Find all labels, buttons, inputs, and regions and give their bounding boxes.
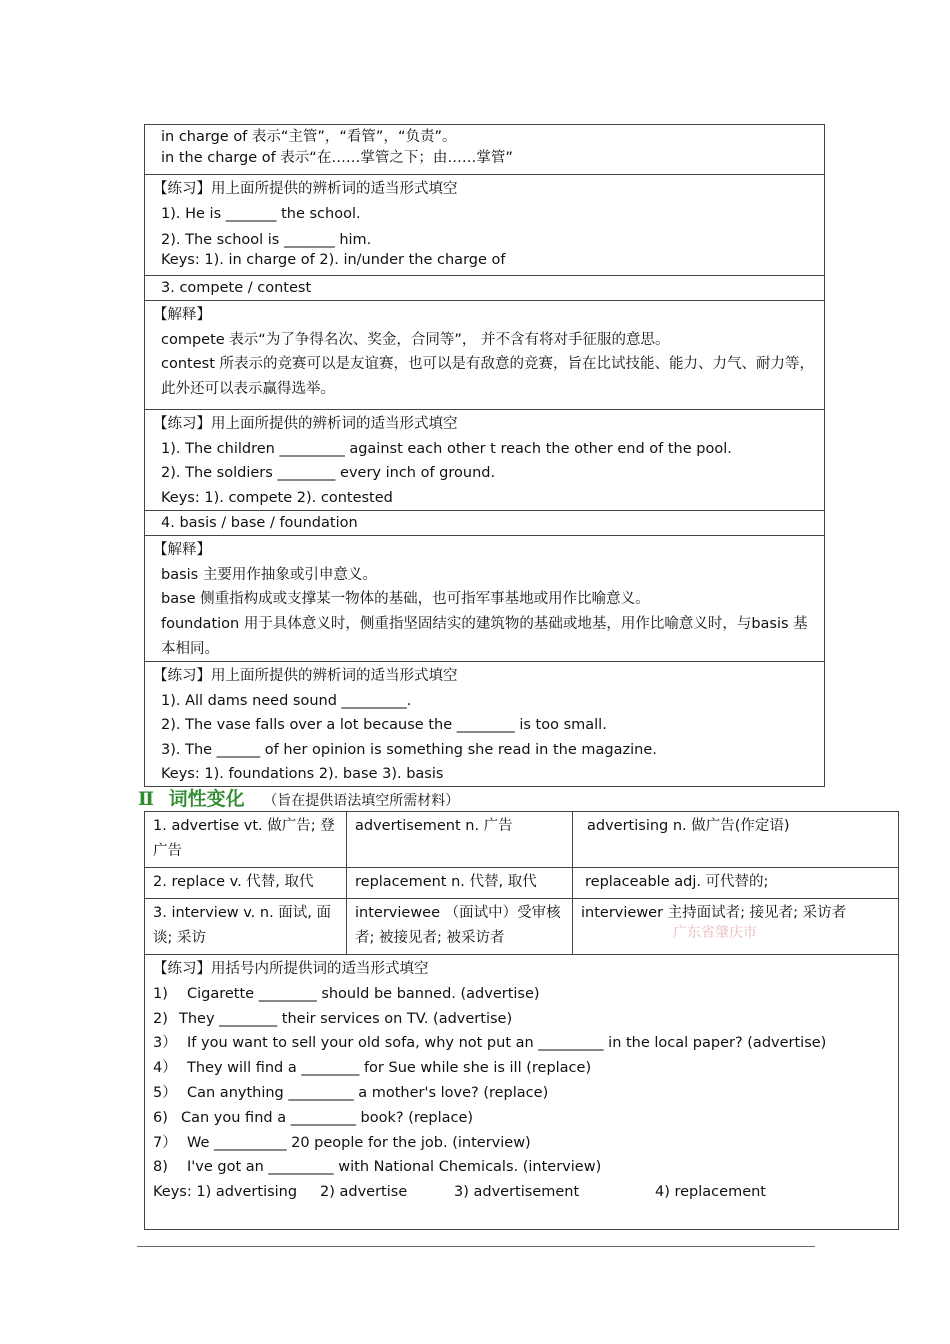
item-text: Can you find a _________ book? (replace): [181, 1109, 474, 1126]
item4-title: 4. basis / base / foundation: [161, 515, 358, 531]
explain4-header: 【解释】: [153, 542, 211, 558]
wordform-row: [145, 868, 899, 899]
practice1-q2: 2). The school is _______ him.: [161, 232, 372, 248]
wordform-cell: replaceable adj. 可代替的;: [573, 868, 899, 899]
practice5-item: [153, 1081, 892, 1106]
key-3: 3) advertisement: [454, 1184, 580, 1201]
practice5-item: [153, 1106, 892, 1131]
wordform-cell: advertisement n. 广告: [347, 812, 573, 868]
wordform-cell: 1. advertise vt. 做广告; 登广告: [145, 812, 347, 868]
wordform-cell: replacement n. 代替, 取代: [347, 868, 573, 899]
wordform-cell: advertising n. 做广告(作定语): [573, 812, 899, 868]
practice4-q2: 2). The vase falls over a lot because the ________ is too small.: [161, 717, 607, 733]
wordform-row: [145, 899, 899, 955]
practice5-item: [153, 1031, 892, 1056]
explain4-basis: basis 主要用作抽象或引申意义。: [161, 566, 377, 583]
practice3-q1: 1). The children _________ against each other t reach the other end of the pool.: [161, 440, 732, 457]
explain3-header: 【解释】: [153, 307, 211, 323]
practice5-cell: [145, 955, 899, 1230]
item-number: 4）: [153, 1060, 177, 1077]
explain3-contest: contest 所表示的竞赛可以是友谊赛，也可以是有敌意的竞赛，旨在比试技能、能力、力气、耐力等，此外还可以表示赢得选举。: [161, 356, 814, 397]
practice1-keys: Keys: 1). in charge of 2). in/under the charge of: [161, 252, 506, 268]
item-text: They will find a ________ for Sue while she is ill (replace): [187, 1060, 592, 1077]
key-1: Keys: 1) advertising: [153, 1184, 298, 1201]
key-4: 4) replacement: [655, 1184, 766, 1201]
item-text: I've got an _________ with National Chemicals. (interview): [187, 1159, 602, 1176]
item-text: Cigarette ________ should be banned. (advertise): [187, 985, 540, 1002]
explain4-foundation: foundation 用于具体意义时，侧重指坚固结实的建筑物的基础或地基，用作比喻意义时，与basis 基本相同。: [161, 615, 808, 657]
practice5-row: [145, 955, 899, 1230]
practice4-header: 【练习】用上面所提供的辨析词的适当形式填空: [153, 668, 458, 684]
section2-note: （旨在提供语法填空所需材料）: [263, 793, 460, 809]
explain4-base: base 侧重指构成或支撑某一物体的基础，也可指军事基地或用作比喻意义。: [161, 591, 650, 607]
practice4-cell: [145, 662, 824, 787]
block1-line1: in charge of 表示“主管”，“看管”，“负责”。: [161, 129, 457, 145]
wordform-table: [144, 811, 899, 1230]
item3-cell: [145, 276, 824, 301]
practice1-q1: 1). He is _______ the school.: [161, 205, 361, 222]
item-number: 7）: [153, 1134, 177, 1151]
wordform-row: [145, 812, 899, 868]
item4-cell: [145, 511, 824, 536]
item-number: 8): [153, 1159, 168, 1176]
practice5-item: [153, 1131, 892, 1156]
practice5-item: [153, 1155, 892, 1180]
practice3-cell: [145, 410, 824, 511]
practice5-item: [153, 982, 892, 1007]
wordform-cell: interviewee （面试中）受审核者; 被接见者; 被采访者: [347, 899, 573, 955]
item-text: Can anything _________ a mother's love? (replace): [187, 1084, 549, 1101]
practice3-keys: Keys: 1). compete 2). contested: [161, 489, 393, 506]
block1-line2: in the charge of 表示“在……掌管之下；由……掌管”: [161, 150, 513, 166]
practice5-keys: [153, 1180, 892, 1205]
wordform-cell: 3. interview v. n. 面试, 面谈; 采访: [145, 899, 347, 955]
key-2: 2) advertise: [320, 1184, 408, 1201]
item-number: 2): [153, 1010, 168, 1027]
explain4-cell: [145, 536, 824, 662]
item-text: They ________ their services on TV. (advertise): [179, 1010, 513, 1027]
practice1-cell: [145, 175, 824, 276]
stamp-watermark: 广东省肇庆市: [673, 925, 757, 941]
practice5-item: [153, 1056, 892, 1081]
section2-heading: [138, 786, 459, 812]
footer-rule: [137, 1246, 815, 1247]
item-number: 5）: [153, 1084, 177, 1101]
wordform-cell-text: interviewer 主持面试者; 接见者; 采访者: [581, 905, 847, 921]
item-number: 6): [153, 1109, 168, 1126]
item3-title: 3. compete / contest: [161, 280, 312, 296]
comparison-table: [144, 124, 825, 787]
block1-cell: [145, 125, 824, 175]
section2-title: 词性变化: [168, 788, 245, 810]
explain3-cell: [145, 301, 824, 410]
practice4-q1: 1). All dams need sound _________.: [161, 692, 412, 709]
wordform-cell: [573, 899, 899, 955]
practice3-header: 【练习】用上面所提供的辨析词的适当形式填空: [153, 416, 458, 432]
item-text: We __________ 20 people for the job. (interview): [187, 1134, 531, 1151]
item-number: 3）: [153, 1035, 177, 1052]
wordform-cell: 2. replace v. 代替, 取代: [145, 868, 347, 899]
practice4-keys: Keys: 1). foundations 2). base 3). basis: [161, 766, 444, 782]
practice1-header: 【练习】用上面所提供的辨析词的适当形式填空: [153, 181, 458, 197]
item-number: 1): [153, 985, 168, 1002]
practice5-header: 【练习】用括号内所提供词的适当形式填空: [153, 961, 429, 977]
explain3-compete: compete 表示“为了争得名次、奖金，合同等”， 并不含有将对手征服的意思。: [161, 331, 670, 348]
item-text: If you want to sell your old sofa, why not put an _________ in the local paper? (advertise): [187, 1035, 827, 1052]
practice4-q3: 3). The ______ of her opinion is something she read in the magazine.: [161, 741, 657, 758]
practice3-q2: 2). The soldiers ________ every inch of ground.: [161, 465, 496, 481]
practice5-item: [153, 1007, 892, 1032]
section2-roman: Ⅱ: [138, 788, 155, 810]
